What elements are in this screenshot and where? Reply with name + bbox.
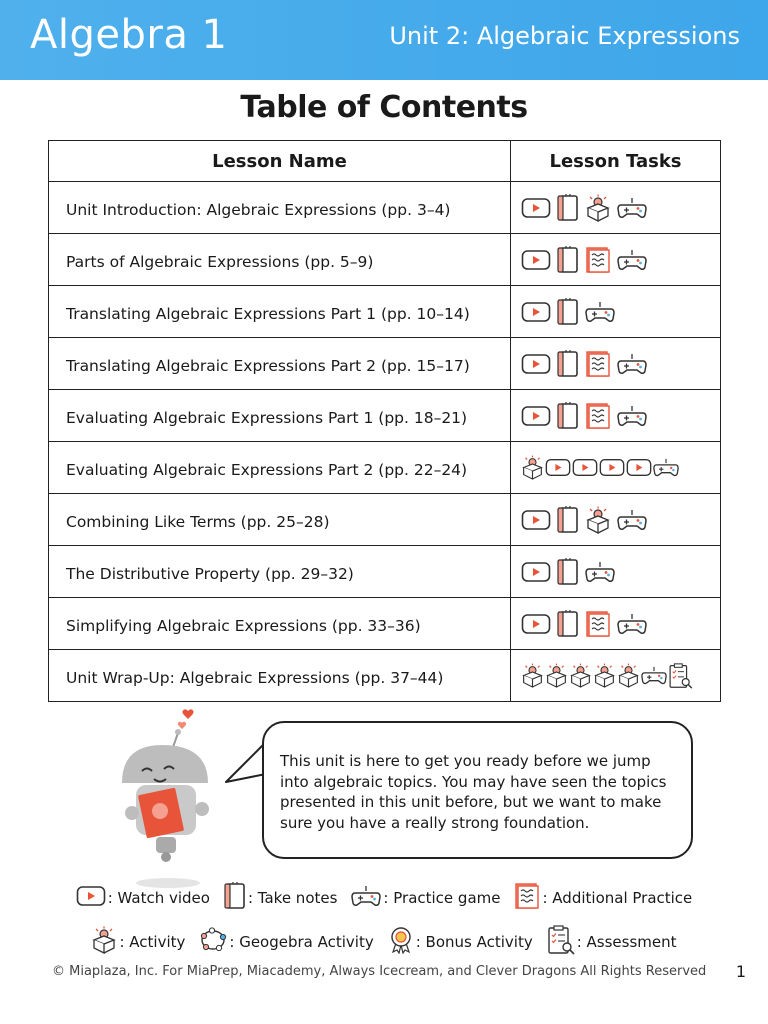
lesson-name: Translating Algebraic Expressions Part 1 (pp. 10–14) bbox=[49, 286, 511, 338]
video-icon bbox=[76, 885, 106, 911]
bonus-icon bbox=[388, 926, 414, 958]
legend-label: : Additional Practice bbox=[542, 889, 693, 907]
lesson-row bbox=[49, 286, 721, 338]
lesson-tasks bbox=[511, 442, 721, 494]
geogebra-icon bbox=[199, 927, 227, 957]
game-icon bbox=[585, 300, 615, 324]
legend-label: : Practice game bbox=[383, 889, 501, 907]
video-icon bbox=[521, 249, 551, 271]
video-icon bbox=[521, 353, 551, 375]
video-icon bbox=[545, 458, 571, 477]
page-header bbox=[0, 0, 768, 80]
course-title: Algebra 1 bbox=[30, 12, 228, 58]
toc-header-row bbox=[49, 141, 721, 182]
lesson-tasks bbox=[511, 338, 721, 390]
video-icon bbox=[521, 613, 551, 635]
legend-item-practice bbox=[514, 882, 692, 914]
lesson-row bbox=[49, 494, 721, 546]
lesson-tasks bbox=[511, 286, 721, 338]
lesson-name: Translating Algebraic Expressions Part 2 (pp. 15–17) bbox=[49, 338, 511, 390]
lesson-name: Unit Introduction: Algebraic Expressions (pp. 3–4) bbox=[49, 182, 511, 234]
legend-row-1 bbox=[0, 882, 768, 914]
practice-icon bbox=[585, 610, 611, 638]
notes-icon bbox=[557, 506, 579, 534]
lesson-name: Combining Like Terms (pp. 25–28) bbox=[49, 494, 511, 546]
game-icon bbox=[585, 560, 615, 584]
game-icon bbox=[641, 665, 667, 686]
lesson-name: Parts of Algebraic Expressions (pp. 5–9) bbox=[49, 234, 511, 286]
lesson-row bbox=[49, 650, 721, 702]
lesson-row bbox=[49, 234, 721, 286]
game-icon bbox=[617, 612, 647, 636]
game-icon bbox=[617, 196, 647, 220]
legend-item-activity bbox=[91, 926, 185, 958]
notes-icon bbox=[557, 298, 579, 326]
speech-bubble bbox=[262, 721, 693, 859]
activity-icon bbox=[521, 663, 544, 688]
robot-mascot-image bbox=[112, 705, 222, 890]
practice-icon bbox=[585, 350, 611, 378]
notes-icon bbox=[557, 610, 579, 638]
legend-label: : Bonus Activity bbox=[415, 933, 533, 951]
game-icon bbox=[617, 508, 647, 532]
legend-item-geogebra bbox=[199, 927, 373, 957]
game-icon bbox=[653, 457, 679, 478]
legend-label: : Assessment bbox=[576, 933, 677, 951]
assessment-icon bbox=[547, 925, 575, 959]
legend-label: : Watch video bbox=[107, 889, 210, 907]
toc-table bbox=[48, 140, 721, 702]
activity-icon bbox=[569, 663, 592, 688]
lesson-row bbox=[49, 546, 721, 598]
column-header-lesson-tasks: Lesson Tasks bbox=[511, 141, 721, 182]
legend-label: : Take notes bbox=[247, 889, 338, 907]
video-icon bbox=[599, 458, 625, 477]
legend-label: : Activity bbox=[119, 933, 186, 951]
notes-icon bbox=[557, 350, 579, 378]
practice-icon bbox=[585, 402, 611, 430]
lesson-name: Evaluating Algebraic Expressions Part 2 (pp. 22–24) bbox=[49, 442, 511, 494]
activity-icon bbox=[545, 663, 568, 688]
legend-row-2 bbox=[0, 925, 768, 959]
notes-icon bbox=[557, 246, 579, 274]
lesson-tasks bbox=[511, 494, 721, 546]
lesson-name: Simplifying Algebraic Expressions (pp. 33–36) bbox=[49, 598, 511, 650]
activity-icon bbox=[91, 926, 117, 958]
lesson-name: Unit Wrap-Up: Algebraic Expressions (pp. 37–44) bbox=[49, 650, 511, 702]
legend-item-game bbox=[351, 884, 500, 912]
lesson-tasks bbox=[511, 234, 721, 286]
lesson-row bbox=[49, 338, 721, 390]
unit-title: Unit 2: Algebraic Expressions bbox=[389, 22, 740, 50]
lesson-name: Evaluating Algebraic Expressions Part 1 (pp. 18–21) bbox=[49, 390, 511, 442]
video-icon bbox=[521, 561, 551, 583]
video-icon bbox=[626, 458, 652, 477]
game-icon bbox=[617, 352, 647, 376]
legend-item-video bbox=[76, 885, 210, 911]
video-icon bbox=[521, 509, 551, 531]
legend-label: : Geogebra Activity bbox=[229, 933, 374, 951]
game-icon bbox=[617, 404, 647, 428]
lesson-tasks bbox=[511, 650, 721, 702]
legend-item-notes bbox=[224, 882, 337, 914]
notes-icon bbox=[224, 882, 246, 914]
lesson-tasks bbox=[511, 546, 721, 598]
lesson-row bbox=[49, 182, 721, 234]
lesson-tasks bbox=[511, 182, 721, 234]
notes-icon bbox=[557, 194, 579, 222]
activity-icon bbox=[593, 663, 616, 688]
toc-title: Table of Contents bbox=[240, 90, 528, 125]
activity-icon bbox=[585, 506, 611, 534]
activity-icon bbox=[521, 455, 544, 480]
notes-icon bbox=[557, 558, 579, 586]
column-header-lesson-name: Lesson Name bbox=[49, 141, 511, 182]
lesson-row bbox=[49, 598, 721, 650]
lesson-tasks bbox=[511, 390, 721, 442]
notes-icon bbox=[557, 402, 579, 430]
lesson-name: The Distributive Property (pp. 29–32) bbox=[49, 546, 511, 598]
video-icon bbox=[572, 458, 598, 477]
lesson-tasks bbox=[511, 598, 721, 650]
video-icon bbox=[521, 197, 551, 219]
page-number: 1 bbox=[735, 962, 746, 981]
lesson-row bbox=[49, 442, 721, 494]
activity-icon bbox=[585, 194, 611, 222]
game-icon bbox=[351, 884, 381, 912]
game-icon bbox=[617, 248, 647, 272]
bubble-text: This unit is here to get you ready before we jump into algebraic topics. You may have seen the topics presented in this unit before, but we want to make sure you have a really strong foundation. bbox=[280, 752, 667, 832]
copyright-footer: © Miaplaza, Inc. For MiaPrep, Miacademy, Always Icecream, and Clever Dragons All Rights Reserved bbox=[52, 964, 707, 979]
video-icon bbox=[521, 405, 551, 427]
assessment-icon bbox=[668, 663, 693, 689]
legend-item-bonus bbox=[388, 926, 533, 958]
lesson-row bbox=[49, 390, 721, 442]
toc-body bbox=[49, 182, 721, 702]
practice-icon bbox=[514, 882, 540, 914]
video-icon bbox=[521, 301, 551, 323]
activity-icon bbox=[617, 663, 640, 688]
practice-icon bbox=[585, 246, 611, 274]
legend-item-assessment bbox=[547, 925, 677, 959]
